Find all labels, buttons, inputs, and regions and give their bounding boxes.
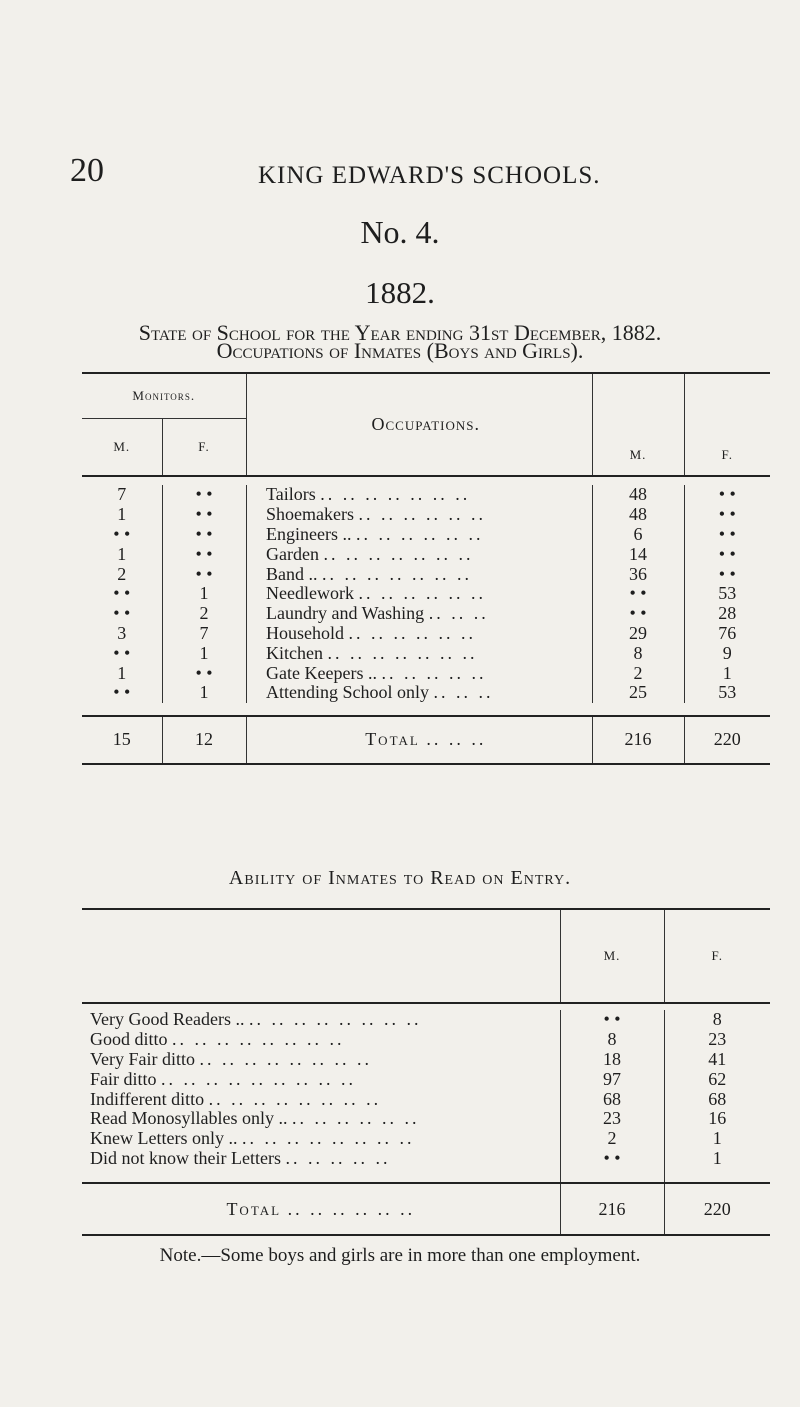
ability-total-f: 220: [703, 1198, 731, 1219]
monitor-f-cell: 1: [199, 583, 209, 604]
ability-label: Good ditto .. .. .. .. .. .. .. ..: [82, 1030, 560, 1050]
occupation-f-cell: • •: [718, 563, 736, 584]
occupation-m-cell: 48: [592, 505, 684, 525]
monitor-m-cell: 7: [82, 485, 162, 505]
ability-m-cell: 97: [560, 1069, 664, 1089]
total-f: 220: [713, 729, 741, 750]
ability-label: Indifferent ditto .. .. .. .. .. .. .. ..: [82, 1089, 560, 1109]
occupation-row: [82, 663, 770, 683]
monitor-m-cell: 1: [82, 544, 162, 564]
ability-total-label: Total .. .. .. .. .. ..: [82, 1183, 560, 1235]
monitor-m-cell: 3: [82, 624, 162, 644]
ability-m-cell: • •: [560, 1010, 664, 1030]
occupations-title: Occupations of Inmates (Boys and Girls).: [216, 338, 584, 363]
ability-m-cell: 18: [560, 1050, 664, 1070]
monitor-f-cell: • •: [195, 543, 213, 564]
ability-total-m: 216: [560, 1183, 664, 1235]
occupation-label: Laundry and Washing .. .. ..: [260, 604, 592, 624]
monitor-f-cell: 7: [199, 622, 209, 643]
occupations-header: Occupations.: [260, 373, 592, 476]
occupation-row: [82, 544, 770, 564]
ability-row: [82, 1149, 770, 1169]
ability-label: Very Fair ditto .. .. .. .. .. .. .. ..: [82, 1050, 560, 1070]
occupation-f-cell: • •: [718, 543, 736, 564]
monitor-m-cell: 1: [82, 505, 162, 525]
occupation-label: Attending School only .. .. ..: [260, 683, 592, 703]
ability-label: Fair ditto .. .. .. .. .. .. .. .. ..: [82, 1069, 560, 1089]
monitors-m-header: M.: [82, 419, 162, 477]
monitor-f-cell: • •: [195, 504, 213, 525]
total-monitors-m: 15: [82, 716, 162, 764]
occupation-row: [82, 525, 770, 545]
ability-row: [82, 1089, 770, 1109]
page-number: 20: [70, 152, 104, 189]
occupations-table: [82, 372, 770, 767]
occupation-m-cell: 2: [592, 663, 684, 683]
ability-m-cell: 68: [560, 1089, 664, 1109]
monitor-f-cell: • •: [195, 523, 213, 544]
occupation-m-cell: 29: [592, 624, 684, 644]
monitor-m-cell: • •: [82, 683, 162, 703]
ability-row: [82, 1050, 770, 1070]
occupation-row: [82, 683, 770, 703]
monitor-f-cell: 1: [199, 642, 209, 663]
ability-row: [82, 1069, 770, 1089]
total-m: 216: [592, 716, 684, 764]
m-header: M.: [592, 373, 684, 476]
monitor-f-cell: 1: [199, 682, 209, 703]
occupation-f-cell: 53: [718, 682, 737, 703]
occupation-f-cell: 53: [718, 583, 737, 604]
ability-f-cell: 1: [712, 1147, 722, 1168]
occupation-m-cell: 8: [592, 643, 684, 663]
ability-label: Very Good Readers .. .. .. .. .. .. .. .. ..: [82, 1010, 560, 1030]
occupation-f-cell: 9: [722, 642, 732, 663]
occupation-label: Garden .. .. .. .. .. .. ..: [260, 544, 592, 564]
occupation-f-cell: 1: [722, 662, 732, 683]
occupation-m-cell: 14: [592, 544, 684, 564]
ability-f-header: F.: [711, 948, 723, 963]
monitor-m-cell: • •: [82, 643, 162, 663]
occupation-f-cell: • •: [718, 484, 736, 505]
ability-title: Ability of Inmates to Read on Entry.: [228, 867, 572, 889]
occupation-m-cell: • •: [592, 584, 684, 604]
occupation-f-cell: 76: [718, 622, 737, 643]
occupation-row: [82, 564, 770, 584]
monitor-f-cell: • •: [195, 484, 213, 505]
occupation-row: [82, 643, 770, 663]
monitor-m-cell: 1: [82, 663, 162, 683]
monitor-m-cell: 2: [82, 564, 162, 584]
monitor-f-cell: • •: [195, 662, 213, 683]
occupation-f-cell: • •: [718, 523, 736, 544]
monitor-m-cell: • •: [82, 604, 162, 624]
occupation-label: Tailors .. .. .. .. .. .. ..: [260, 485, 592, 505]
ability-f-cell: 23: [708, 1029, 727, 1050]
ability-m-cell: 2: [560, 1129, 664, 1149]
occupation-label: Shoemakers .. .. .. .. .. ..: [260, 505, 592, 525]
occupation-label: Gate Keepers .. .. .. .. .. ..: [260, 663, 592, 683]
document-number: No. 4.: [360, 214, 440, 250]
occupation-label: Household .. .. .. .. .. ..: [260, 624, 592, 644]
ability-f-cell: 1: [712, 1128, 722, 1149]
occupation-m-cell: 6: [592, 525, 684, 545]
ability-f-cell: 68: [708, 1088, 727, 1109]
occupation-f-cell: • •: [718, 504, 736, 525]
ability-f-cell: 8: [712, 1009, 722, 1030]
ability-m-cell: • •: [560, 1149, 664, 1169]
monitor-f-cell: 2: [199, 603, 209, 624]
occupation-m-cell: 48: [592, 485, 684, 505]
ability-m-cell: 8: [560, 1030, 664, 1050]
ability-row: [82, 1109, 770, 1129]
ability-label: Knew Letters only .. .. .. .. .. .. .. .. ..: [82, 1129, 560, 1149]
occupation-m-cell: 25: [592, 683, 684, 703]
occupation-m-cell: • •: [592, 604, 684, 624]
f-header: F.: [721, 447, 733, 462]
running-title: KING EDWARD'S SCHOOLS.: [258, 162, 601, 189]
occupation-row: [82, 624, 770, 644]
occupation-row: [82, 584, 770, 604]
ability-m-cell: 23: [560, 1109, 664, 1129]
document-year: 1882.: [365, 275, 435, 310]
occupation-row: [82, 485, 770, 505]
occupation-f-cell: 28: [718, 603, 737, 624]
ability-table: [82, 908, 770, 1238]
monitors-f-header: F.: [198, 439, 210, 454]
footnote: Note.—Some boys and girls are in more than one employment.: [159, 1245, 641, 1266]
occupation-m-cell: 36: [592, 564, 684, 584]
ability-label: Did not know their Letters .. .. .. .. ..: [82, 1149, 560, 1169]
ability-m-header: M.: [560, 909, 664, 1003]
monitor-m-cell: • •: [82, 584, 162, 604]
monitor-m-cell: • •: [82, 525, 162, 545]
monitors-header: Monitors.: [82, 373, 246, 419]
ability-row: [82, 1030, 770, 1050]
occupations-total-label: Total .. .. ..: [260, 716, 592, 764]
total-monitors-f: 12: [195, 729, 213, 750]
ability-f-cell: 16: [708, 1108, 727, 1129]
ability-row: [82, 1010, 770, 1030]
ability-f-cell: 62: [708, 1068, 727, 1089]
ability-row: [82, 1129, 770, 1149]
occupation-label: Engineers .. .. .. .. .. .. ..: [260, 525, 592, 545]
occupation-label: Kitchen .. .. .. .. .. .. ..: [260, 643, 592, 663]
monitor-f-cell: • •: [195, 563, 213, 584]
occupation-label: Band .. .. .. .. .. .. .. ..: [260, 564, 592, 584]
ability-label: Read Monosyllables only .. .. .. .. .. .. ..: [82, 1109, 560, 1129]
occupation-label: Needlework .. .. .. .. .. ..: [260, 584, 592, 604]
ability-f-cell: 41: [708, 1048, 727, 1069]
occupation-row: [82, 604, 770, 624]
occupation-row: [82, 505, 770, 525]
document-subtitle: State of School for the Year ending 31st December, 1882.: [138, 320, 662, 345]
